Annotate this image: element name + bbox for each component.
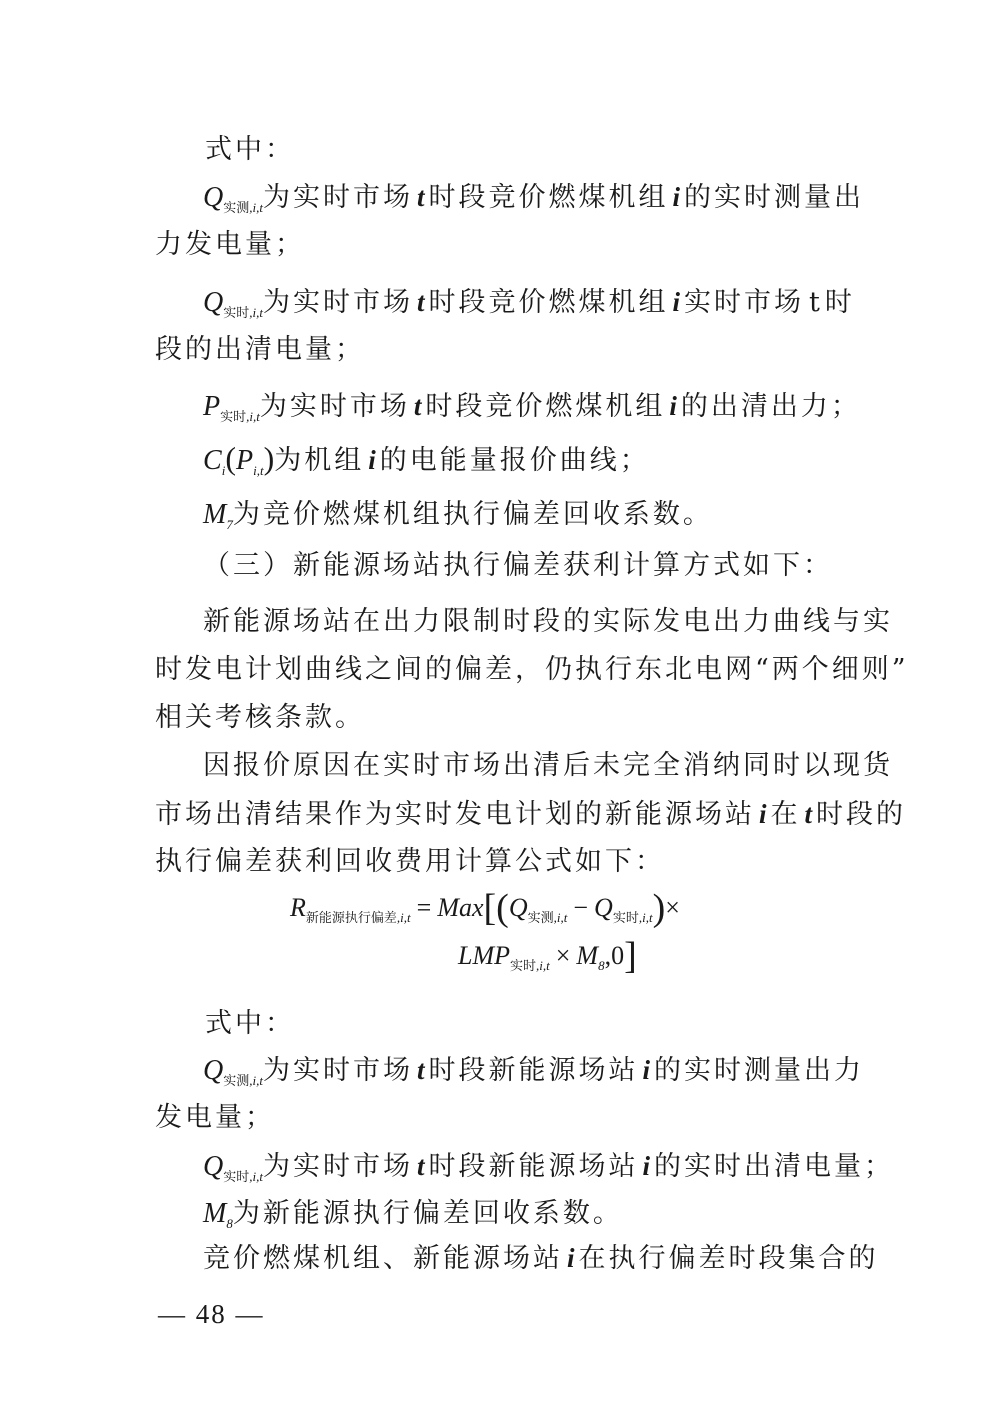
definition-q-realtime-renewable: $Q_{实时,i,t}$为实时市场 t 时段新能源场站 i 的实时出清电量； xyxy=(203,1151,895,1185)
definition-q-realtime-coal-cont: 段的出清电量； xyxy=(155,334,365,365)
formula-line-1: $R_{新能源执行偏差,i,t} = Max[(Q_{实测,i,t} - Q_{实时,i,t})\times$ xyxy=(290,887,680,929)
paragraph-1-line-2: 时发电计划曲线之间的偏差，仍执行东北电网“两个细则” xyxy=(155,654,909,685)
page-number: — 48 — xyxy=(158,1299,265,1329)
definition-q-realtime-coal: $Q_{实时,i,t}$为实时市场 t 时段竞价燃煤机组 i 实时市场 t 时 xyxy=(203,287,855,321)
label-where-1: 式中： xyxy=(205,134,295,165)
definition-p-realtime: $P_{实时,i,t}$为实时市场 t 时段竞价燃煤机组 i 的出清出力； xyxy=(203,391,861,425)
definition-c-curve: $C_i(P_{i,t})$为机组 i 的电能量报价曲线； xyxy=(203,440,650,478)
definition-q-measured-renewable: $Q_{实测,i,t}$为实时市场 t 时段新能源场站 i 的实时测量出力 xyxy=(203,1055,865,1089)
paragraph-1-line-1: 新能源场站在出力限制时段的实际发电出力曲线与实 xyxy=(203,606,893,637)
definition-q-measured-coal-cont: 力发电量； xyxy=(155,229,305,260)
paragraph-2-line-1: 因报价原因在实时市场出清后未完全消纳同时以现货 xyxy=(203,750,893,781)
definition-m8: $M_8$为新能源执行偏差回收系数。 xyxy=(203,1198,623,1231)
label-where-2: 式中： xyxy=(205,1008,295,1039)
section-heading-3: （三）新能源场站执行偏差获利计算方式如下： xyxy=(203,550,833,581)
formula-line-2: $LMP_{实时,i,t} \times M_8,0$] xyxy=(458,935,637,977)
definition-m7: $M_7$为竞价燃煤机组执行偏差回收系数。 xyxy=(203,499,713,532)
paragraph-2-line-3: 执行偏差获利回收费用计算公式如下： xyxy=(155,846,665,877)
paragraph-2-line-2: 市场出清结果作为实时发电计划的新能源场站 i 在 t 时段的 xyxy=(155,799,907,830)
paragraph-3-line-1: 竞价燃煤机组、新能源场站 i 在执行偏差时段集合的 xyxy=(203,1243,879,1274)
definition-q-measured-renewable-cont: 发电量； xyxy=(155,1102,275,1133)
definition-q-measured-coal: $Q_{实测,i,t}$为实时市场 t 时段竞价燃煤机组 i 的实时测量出 xyxy=(203,182,865,216)
paragraph-1-line-3: 相关考核条款。 xyxy=(155,702,365,733)
